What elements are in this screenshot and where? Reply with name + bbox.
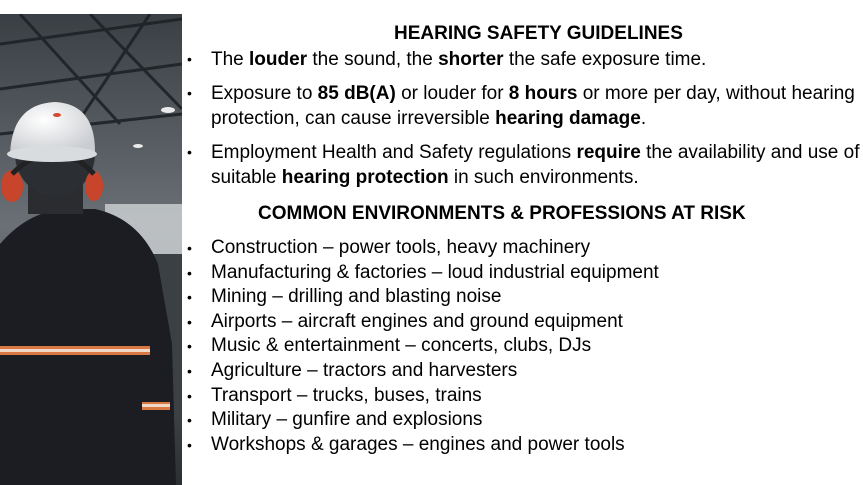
guideline-list	[186, 47, 863, 199]
page-title: HEARING SAFETY GUIDELINES	[394, 23, 683, 44]
guideline-item	[186, 140, 863, 190]
environment-item: • Airports – aircraft engines and ground equipment	[186, 310, 863, 335]
emphasis-text: shorter	[438, 49, 504, 70]
guideline-text: or louder for	[395, 83, 509, 104]
emphasis-text: 85 dB(A)	[317, 83, 396, 104]
environment-item: • Construction – power tools, heavy machinery	[186, 236, 863, 261]
guideline-text: the safe exposure time.	[503, 49, 707, 70]
emphasis-text: hearing protection	[281, 167, 449, 188]
guideline-text: or more per day, without hearing protection, can cause irreversible	[211, 83, 855, 129]
environment-item: • Workshops & garages – engines and power tools	[186, 433, 863, 458]
guideline-text: the sound, the	[307, 49, 439, 70]
guideline-text: in such environments.	[448, 167, 639, 188]
guideline-text: Employment Health and Safety regulations	[211, 142, 577, 163]
guideline-text: The	[211, 49, 250, 70]
guidelines-panel	[186, 0, 863, 485]
emphasis-text: 8 hours	[508, 83, 578, 104]
environment-item: • Music & entertainment – concerts, clubs, DJs	[186, 334, 863, 359]
guideline-text: the availability and use of suitable	[211, 142, 860, 188]
guideline-text: Exposure to	[211, 83, 318, 104]
emphasis-text: hearing damage	[495, 108, 641, 129]
guideline-item	[186, 81, 863, 131]
section-subtitle: COMMON ENVIRONMENTS & PROFESSIONS AT RISK	[258, 203, 746, 224]
guideline-text: .	[640, 108, 647, 129]
worker-photo	[0, 14, 182, 485]
environment-item: • Agriculture – tractors and harvesters	[186, 359, 863, 384]
guideline-item	[186, 47, 863, 72]
emphasis-text: louder	[249, 49, 308, 70]
environment-list	[186, 236, 863, 457]
environment-item: • Transport – trucks, buses, trains	[186, 384, 863, 409]
environment-item: • Manufacturing & factories – loud industrial equipment	[186, 261, 863, 286]
environment-item: • Mining – drilling and blasting noise	[186, 285, 863, 310]
emphasis-text: require	[576, 142, 641, 163]
environment-item: • Military – gunfire and explosions	[186, 408, 863, 433]
